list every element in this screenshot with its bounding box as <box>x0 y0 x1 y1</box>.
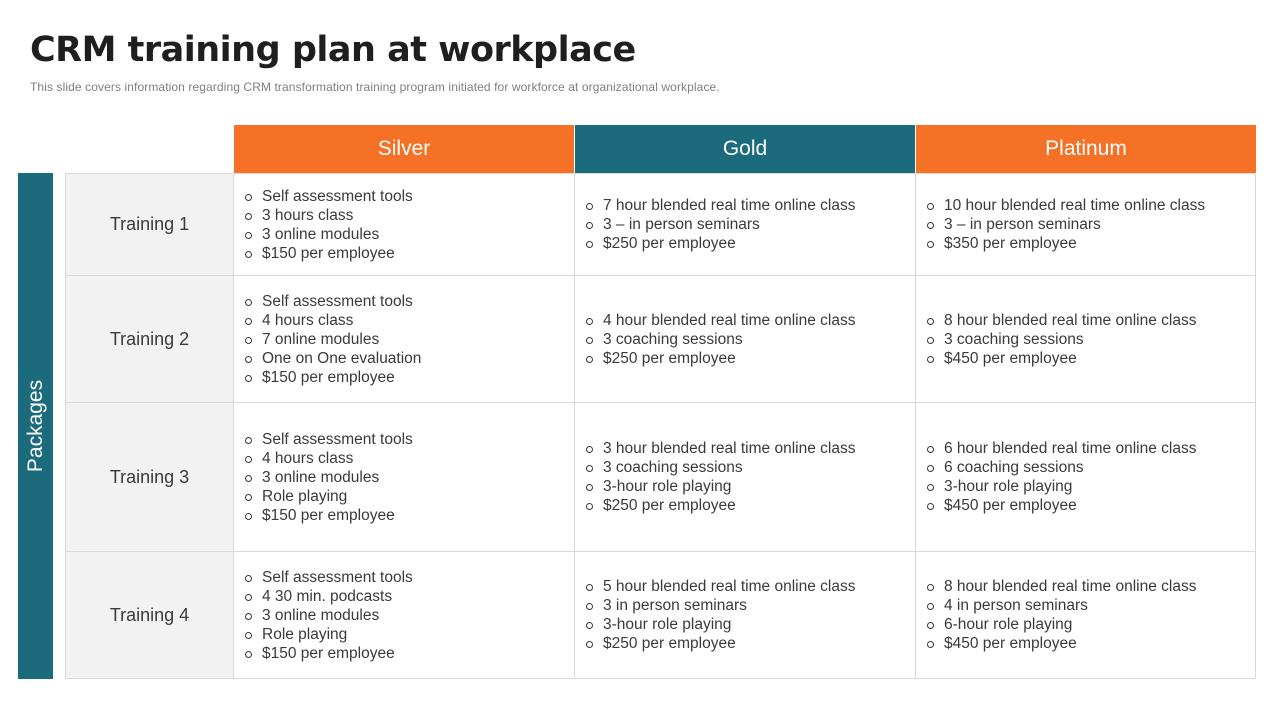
bullet-list <box>926 196 1205 253</box>
list-item: $450 per employee <box>926 634 1196 653</box>
table-cell <box>915 276 1256 403</box>
list-item: 4 hour blended real time online class <box>585 311 855 330</box>
table-cell <box>574 403 915 552</box>
bullet-list <box>585 439 855 515</box>
page-title: CRM training plan at workplace <box>30 30 636 70</box>
training-plan-table <box>65 125 1256 680</box>
row-header-training-3: Training 3 <box>65 403 233 552</box>
column-header-platinum: Platinum <box>915 125 1256 173</box>
list-item: 3 in person seminars <box>585 596 855 615</box>
list-item: $250 per employee <box>585 634 855 653</box>
row-header-training-2: Training 2 <box>65 276 233 403</box>
list-item: $450 per employee <box>926 349 1196 368</box>
list-item: 3 online modules <box>244 225 413 244</box>
list-item: 3 coaching sessions <box>585 330 855 349</box>
table-cell <box>915 552 1256 679</box>
column-header-silver: Silver <box>233 125 574 173</box>
bullet-list <box>244 292 421 387</box>
list-item: 4 in person seminars <box>926 596 1196 615</box>
list-item: 10 hour blended real time online class <box>926 196 1205 215</box>
table-cell <box>915 403 1256 552</box>
list-item: 4 hours class <box>244 311 421 330</box>
bullet-list <box>585 577 855 653</box>
bullet-list <box>244 187 413 263</box>
list-item: Self assessment tools <box>244 430 413 449</box>
list-item: 3 hours class <box>244 206 413 225</box>
list-item: 6 coaching sessions <box>926 458 1196 477</box>
list-item: 7 online modules <box>244 330 421 349</box>
bullet-list <box>244 430 413 525</box>
bullet-list <box>926 311 1196 368</box>
row-header-training-4: Training 4 <box>65 552 233 679</box>
bullet-list <box>585 196 855 253</box>
list-item: 3 online modules <box>244 468 413 487</box>
table-cell <box>233 173 574 276</box>
table-cell <box>574 173 915 276</box>
list-item: $350 per employee <box>926 234 1205 253</box>
table-cell <box>233 403 574 552</box>
list-item: 3 coaching sessions <box>926 330 1196 349</box>
list-item: $150 per employee <box>244 644 413 663</box>
list-item: 3 – in person seminars <box>585 215 855 234</box>
list-item: $150 per employee <box>244 368 421 387</box>
list-item: 3-hour role playing <box>926 477 1196 496</box>
list-item: $250 per employee <box>585 234 855 253</box>
list-item: 7 hour blended real time online class <box>585 196 855 215</box>
table-cell <box>574 552 915 679</box>
list-item: 4 hours class <box>244 449 413 468</box>
list-item: Role playing <box>244 625 413 644</box>
list-item: 3 coaching sessions <box>585 458 855 477</box>
page-subtitle: This slide covers information regarding CRM transformation training program initiated for workforce at organizational workplace. <box>30 80 720 94</box>
list-item: 3 – in person seminars <box>926 215 1205 234</box>
list-item: Self assessment tools <box>244 568 413 587</box>
table-cell <box>233 552 574 679</box>
list-item: 3-hour role playing <box>585 477 855 496</box>
list-item: $450 per employee <box>926 496 1196 515</box>
table-corner <box>65 125 233 173</box>
list-item: 3 online modules <box>244 606 413 625</box>
table-cell <box>233 276 574 403</box>
list-item: $150 per employee <box>244 244 413 263</box>
list-item: Role playing <box>244 487 413 506</box>
list-item: 6 hour blended real time online class <box>926 439 1196 458</box>
table-cell <box>574 276 915 403</box>
list-item: 5 hour blended real time online class <box>585 577 855 596</box>
list-item: One on One evaluation <box>244 349 421 368</box>
list-item: 3 hour blended real time online class <box>585 439 855 458</box>
bullet-list <box>244 568 413 663</box>
list-item: $250 per employee <box>585 496 855 515</box>
list-item: 8 hour blended real time online class <box>926 577 1196 596</box>
list-item: $150 per employee <box>244 506 413 525</box>
row-header-training-1: Training 1 <box>65 173 233 276</box>
bullet-list <box>585 311 855 368</box>
packages-label: Packages <box>23 379 47 473</box>
list-item: 3-hour role playing <box>585 615 855 634</box>
bullet-list <box>926 577 1196 653</box>
list-item: $250 per employee <box>585 349 855 368</box>
list-item: 6-hour role playing <box>926 615 1196 634</box>
list-item: 4 30 min. podcasts <box>244 587 413 606</box>
list-item: Self assessment tools <box>244 292 421 311</box>
table-cell <box>915 173 1256 276</box>
list-item: Self assessment tools <box>244 187 413 206</box>
bullet-list <box>926 439 1196 515</box>
packages-side-bar <box>18 173 53 679</box>
column-header-gold: Gold <box>574 125 915 173</box>
list-item: 8 hour blended real time online class <box>926 311 1196 330</box>
